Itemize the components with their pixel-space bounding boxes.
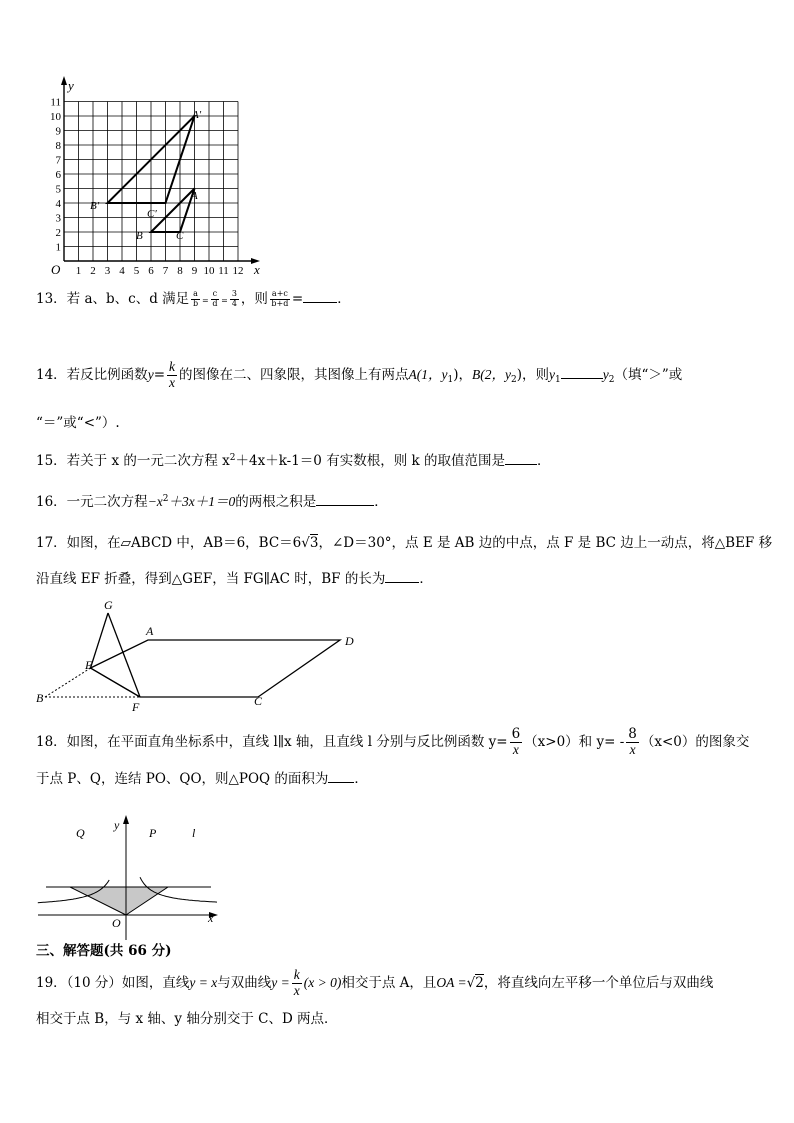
hyperbola-figure [36, 815, 226, 940]
point-b-label: B [136, 230, 143, 242]
y-tick-label: 5 [55, 183, 61, 196]
x-tick-label: 4 [119, 265, 125, 277]
point-c-label: C [254, 694, 263, 708]
parallelogram-figure [30, 595, 370, 713]
point-a-label: A [146, 624, 154, 638]
segment-eg [91, 613, 109, 668]
point-p-label: P [149, 826, 157, 840]
sqrt-symbol: √ [301, 535, 310, 551]
y-tick-label: 2 [55, 227, 61, 239]
segment-be-dotted [45, 668, 91, 697]
answer-blank-17[interactable] [385, 570, 419, 583]
x-axis-label: x [208, 911, 214, 925]
fraction-6-x: $\frac{6}{x}$ [511, 726, 521, 757]
y-axis-label: y [114, 818, 120, 832]
x-tick-label: 10 [203, 265, 215, 277]
x-tick-label: 6 [148, 265, 154, 277]
point-f-label: F [132, 700, 140, 713]
x-axis-label: x [254, 262, 260, 277]
x-tick-label: 1 [75, 265, 82, 277]
question-17-line2: 沿直线 EF 折叠，得到△GEF，当 FG∥AC 时，BF 的长为 ． [36, 571, 433, 587]
fraction-a-b: $\frac{a}{b}$ [192, 289, 199, 308]
y-axis-label: y [68, 78, 74, 93]
axes [61, 76, 260, 264]
question-13: 13．若 a、b、c、d 满足 $\frac{a}{b}$ = $\frac{c}{d}$ = $\frac{3}{4}$ ，则 $\frac{a+c}{b+d}$ = ． [36, 289, 351, 308]
question-17: 17．如图，在▱ABCD 中，AB＝6，BC＝6√3，∠D＝30°，点 E 是 AB 边的中点，点 F 是 BC 边上一动点，将△BEF 移 [36, 535, 773, 551]
question-14: 14．若反比例函数y= $\frac{k}{x}$ 的图像在二、四象限，其图像上有两点A(1，$y_1$)，B(2，$y_2$)，则$y_1$ $y_2$（填“＞”或 [36, 359, 683, 390]
point-a-label: A [191, 190, 198, 202]
question-14-line2: “＝”或“<”）. [36, 415, 120, 431]
fraction-c-d: $\frac{c}{d}$ [212, 289, 218, 308]
line-l-label: l [192, 826, 196, 840]
point-d-label: D [345, 634, 354, 648]
answer-blank-14[interactable] [561, 366, 603, 379]
point-e-label: E [85, 658, 93, 672]
fraction-k-x: $\frac{k}{x}$ [293, 967, 300, 998]
point-b-prime-label: B′ [90, 200, 100, 212]
parallelogram-abcd [91, 640, 341, 697]
segment-gf [108, 613, 140, 697]
fraction-3-4: $\frac{3}{4}$ [231, 289, 237, 308]
y-tick-label: 7 [55, 154, 61, 167]
point-a-prime-label: A′ [192, 109, 202, 121]
x-tick-label: 2 [90, 265, 96, 277]
answer-blank-18[interactable] [328, 770, 354, 783]
point-c-label: C [176, 230, 184, 242]
grid-figure [36, 76, 276, 278]
segment-ef [91, 668, 141, 697]
x-tick-label: 12 [232, 265, 244, 277]
fraction-k-x: $\frac{k}{x}$ [169, 359, 175, 390]
question-16: 16．一元二次方程$-x^2+3x+1=0$的两根之积是 ． [36, 494, 388, 510]
triangle-abc [151, 189, 195, 233]
y-tick-label: 1 [55, 241, 61, 254]
point-g-label: G [104, 598, 113, 612]
point-b-label: B [36, 691, 44, 705]
sqrt-symbol: √ [466, 974, 476, 991]
answer-blank-16[interactable] [316, 493, 374, 506]
x-tick-label: 5 [133, 265, 140, 277]
question-15: 15．若关于 x 的一元二次方程 $x^2+4x+k-1=0$ 有实数根，则 k 的取值范围是 ． [36, 453, 551, 469]
x-tick-label: 9 [191, 265, 198, 277]
answer-blank-15[interactable] [505, 452, 537, 465]
question-18: 18．如图，在平面直角坐标系中，直线 l∥x 轴，且直线 l 分别与反比例函数 y= $\frac{6}{x}$ （x>0）和 y= - $\frac{8}{x}$ （x<0）的图象交 [36, 726, 750, 757]
x-tick-label: 7 [162, 265, 169, 277]
x-tick-label: 8 [177, 265, 183, 277]
grid-lines [64, 102, 238, 262]
tick-labels [50, 97, 244, 278]
fraction-8-x: $\frac{8}{x}$ [628, 726, 637, 757]
x-tick-label: 11 [218, 265, 229, 277]
y-tick-label: 10 [50, 111, 61, 123]
point-q-label: Q [76, 826, 85, 840]
question-18-line2: 于点 P、Q，连结 PO、QO，则△POQ 的面积为 ． [36, 771, 368, 787]
origin-label: O [51, 262, 61, 277]
fraction-sum: $\frac{a+c}{b+d}$ [271, 289, 289, 308]
answer-blank-13[interactable] [303, 290, 337, 303]
point-c-prime-label: C′ [147, 208, 157, 220]
y-tick-label: 9 [55, 125, 61, 138]
origin-label: O [112, 916, 121, 930]
y-tick-label: 6 [55, 169, 61, 181]
y-tick-label: 11 [50, 96, 61, 109]
section-heading: 三、解答题(共 66 分) [36, 943, 172, 959]
y-tick-label: 3 [55, 212, 61, 225]
y-axis-arrow [123, 815, 129, 824]
question-19-line2: 相交于点 B，与 x 轴、y 轴分别交于 C、D 两点． [36, 1011, 338, 1027]
y-tick-label: 8 [55, 140, 61, 152]
question-19: 19．（10 分）如图，直线y = x与双曲线y = $\frac{k}{x}$ (x > 0)相交于点 A，且OA =√2，将直线向左平移一个单位后与双曲线 [36, 967, 714, 998]
x-tick-label: 3 [104, 265, 111, 277]
y-axis-arrow [61, 76, 67, 85]
y-tick-label: 4 [55, 198, 61, 210]
